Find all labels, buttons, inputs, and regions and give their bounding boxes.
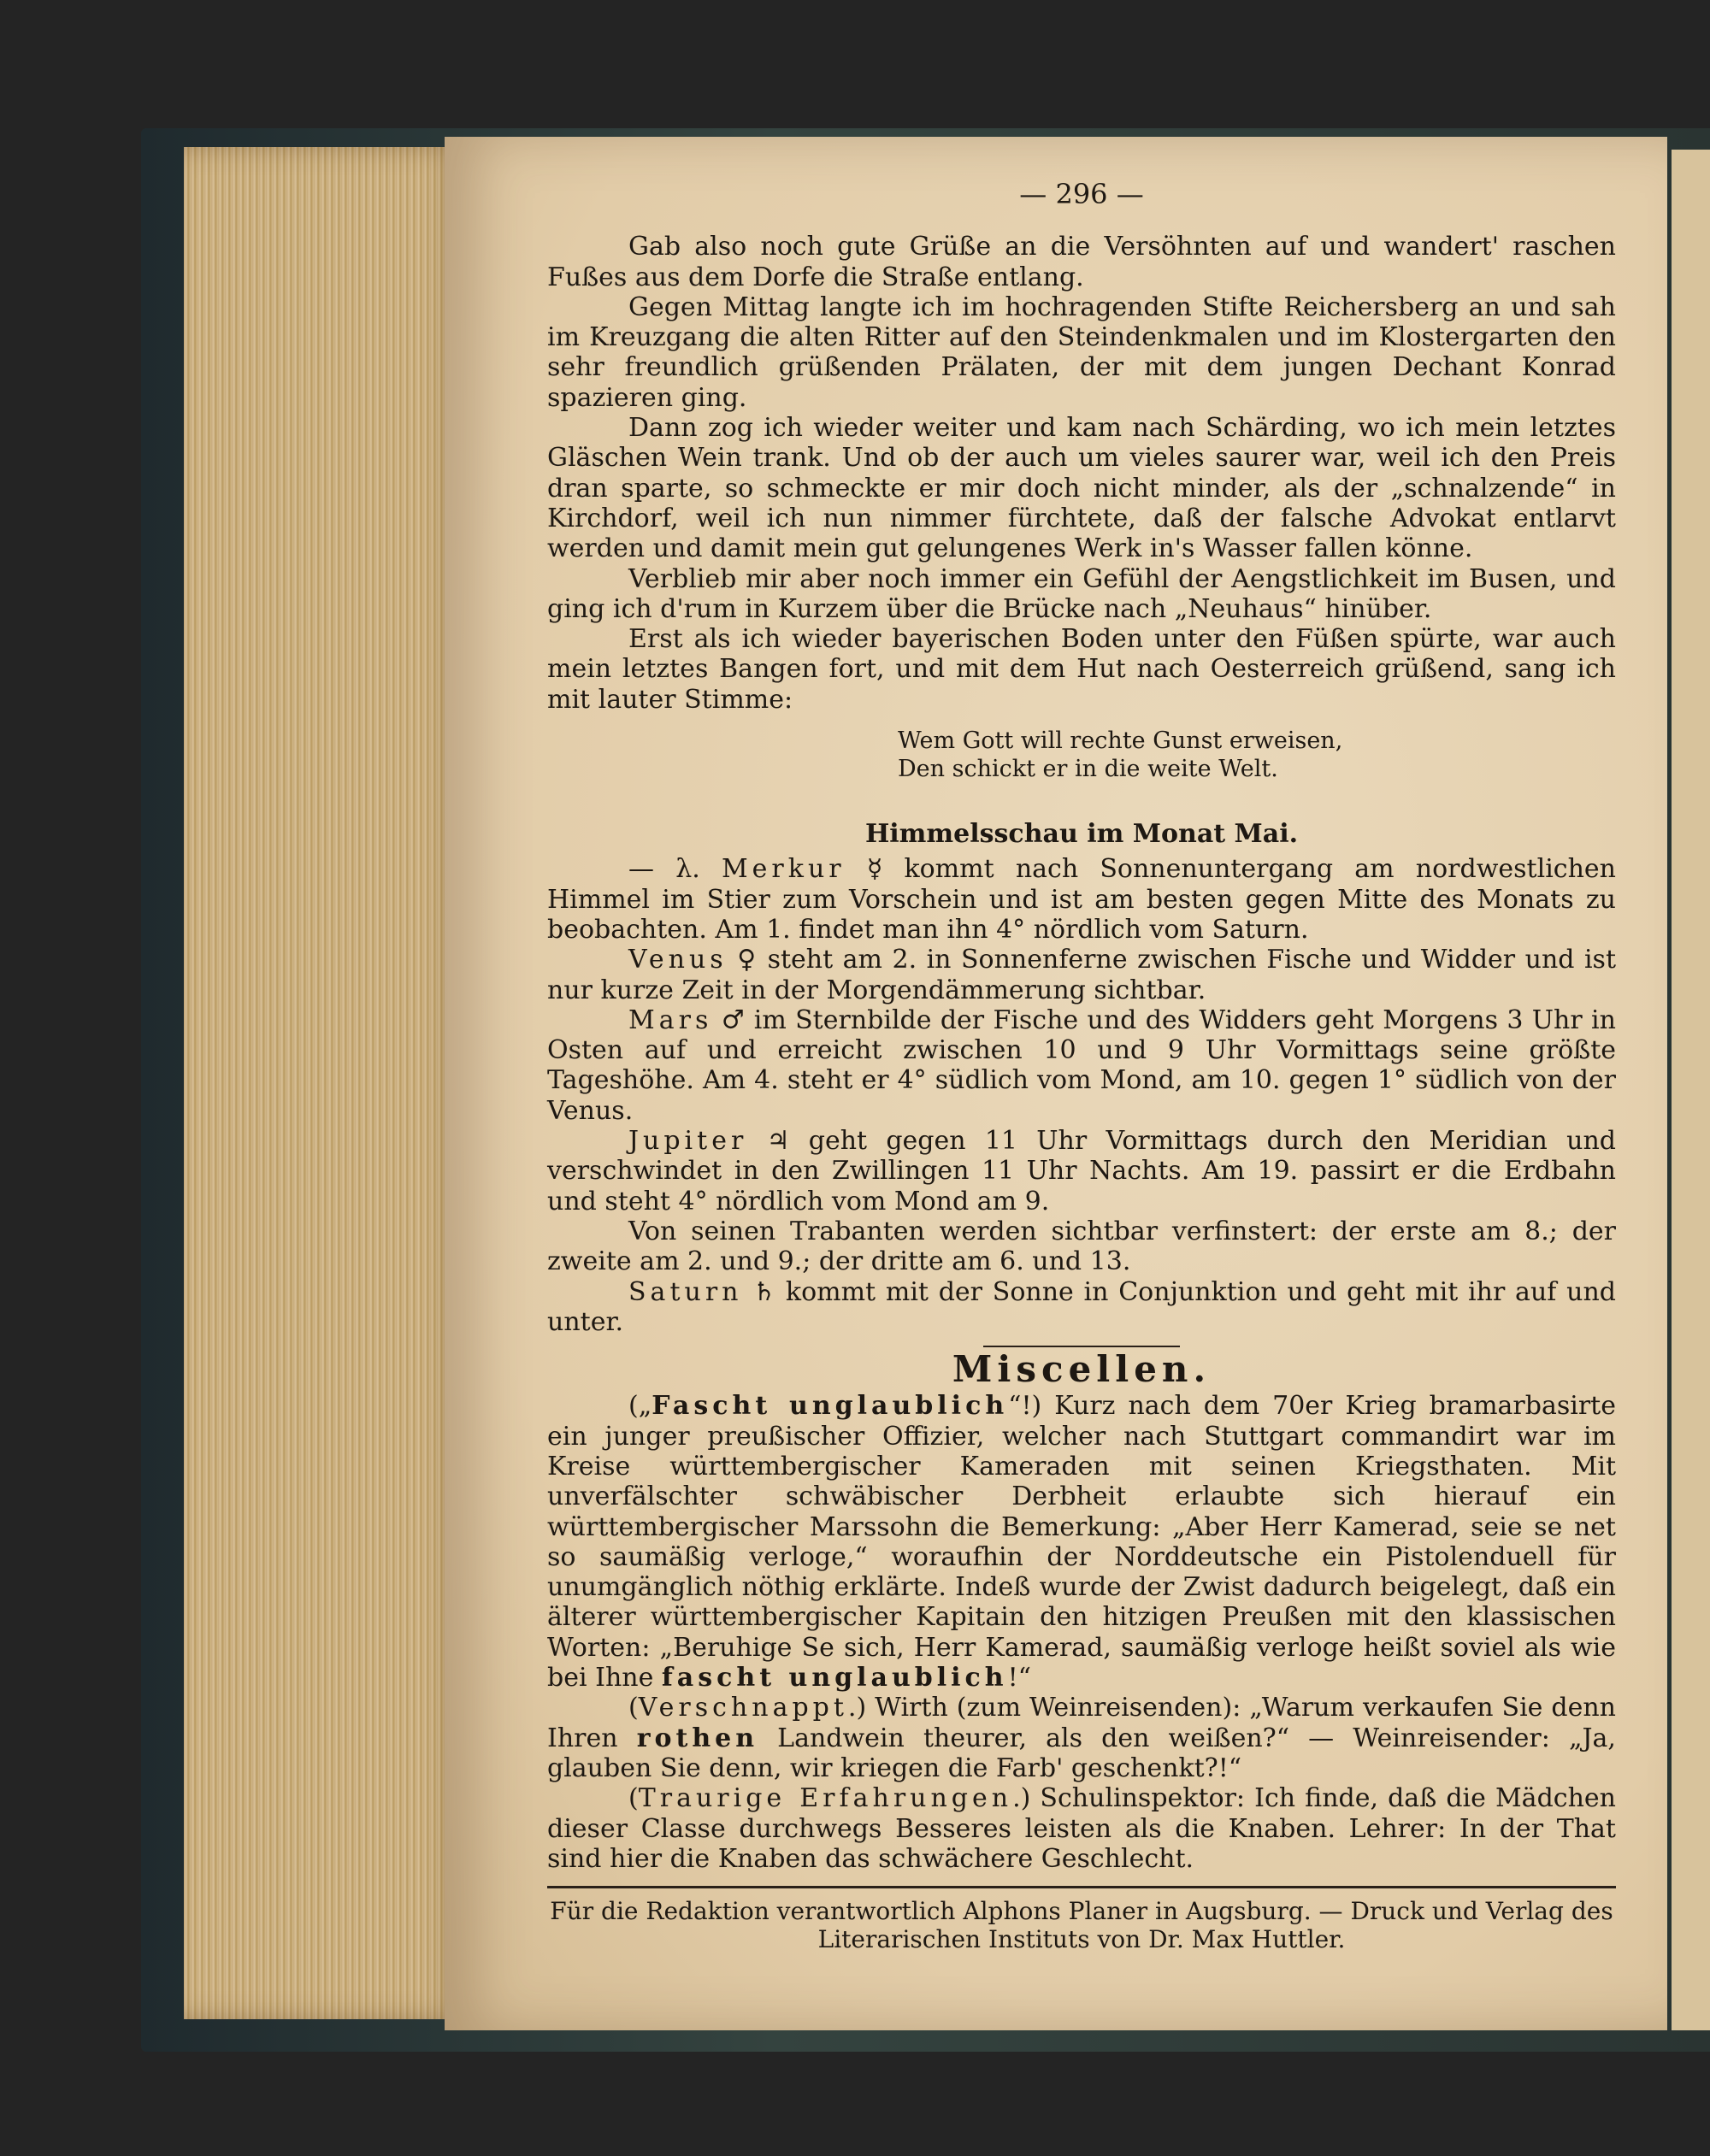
misc-item-2-title: Verschnappt — [638, 1693, 848, 1723]
misc-item-3 — [547, 1783, 1616, 1874]
saturn-name: Saturn — [628, 1276, 743, 1307]
page-number: — 296 — — [1019, 178, 1144, 210]
mars-paragraph — [547, 1005, 1616, 1126]
misc-item-3-text: Schulinspektor: Ich finde, daß die Mädchen dieser Classe durchwegs Besseres leisten als die Knaben. Lehrer: In der That sind hier die Knaben das schwächere Geschlecht. — [547, 1783, 1616, 1874]
facing-page-edge — [1672, 150, 1710, 2030]
venus-paragraph — [547, 945, 1616, 1005]
mercury-text: kommt nach Sonnenuntergang am nordwestlichen Himmel im Stier zum Vorschein und ist am besten gegen Mitte des Monats zu beobachten. Am 1. findet man ihn 4° nördlich vom Saturn. — [547, 854, 1616, 945]
saturn-paragraph — [547, 1277, 1616, 1338]
mars-text: im Sternbilde der Fische und des Widders geht Morgens 3 Uhr in Osten auf und erreicht zwischen 10 und 9 Uhr Vormittags seine größte Tageshöhe. Am 4. steht er 4° südlich vom Mond, am 10. gegen 1° südlich von der Venus. — [547, 1004, 1616, 1126]
paragraph-3: Dann zog ich wieder weiter und kam nach Schärding, wo ich mein letztes Gläschen Wein trank. Und ob der auch um vieles saurer war, weil ich den Preis dran sparte, so schmeckte er mir doch nicht minder, als der „schnalzende“ in Kirchdorf, weil ich nun nimmer fürchtete, daß der falsche Advokat entlarvt werden und damit mein gut gelungenes Werk in's Wasser fallen könne. — [547, 413, 1616, 564]
page-text — [547, 171, 1616, 1953]
footer-divider — [547, 1886, 1616, 1888]
misc-item-1 — [547, 1391, 1616, 1693]
misc-heading: Miscellen. — [952, 1348, 1212, 1391]
mercury-symbol-icon: ☿ — [866, 854, 883, 885]
misc-item-2-text-a: Wirth (zum Weinreisenden): „Warum verkaufen Sie denn Ihren — [547, 1693, 1616, 1753]
verse-line-2: Den schickt er in die weite Welt. — [898, 756, 1278, 783]
venus-symbol-icon: ♀ — [737, 945, 758, 975]
mars-name: Mars — [628, 1004, 713, 1035]
paragraph-4: Verblieb mir aber noch immer ein Gefühl der Aengstlichkeit im Busen, und ging ich d'rum in Kurzem über die Brücke nach „Neuhaus“ hinüber. — [547, 563, 1616, 624]
venus-text: steht am 2. in Sonnenferne zwischen Fische und Widder und ist nur kurze Zeit in der Morgendämmerung sichtbar. — [547, 945, 1617, 1005]
misc-item-3-title: Traurige Erfahrungen — [638, 1783, 1013, 1814]
misc-item-1-end: fascht unglaublich — [661, 1663, 1008, 1694]
section-divider — [983, 1346, 1180, 1347]
misc-item-1-end-close: !“ — [1007, 1663, 1032, 1694]
misc-item-1-open: („ — [628, 1391, 652, 1422]
satellites-paragraph: Von seinen Trabanten werden sichtbar verfinstert: der erste am 8.; der zweite am 2. und 9.; der dritte am 6. und 13. — [547, 1216, 1616, 1277]
misc-item-1-text: Kurz nach dem 70er Krieg bramarbasirte ein junger preußischer Offizier, welcher nach Stuttgart commandirt war im Kreise württembergischer Kameraden mit seinen Kriegsthaten. Mit unverfälschter schwäbischer Derbheit erlaubte sich hierauf ein württembergischer Marssohn die Bemerkung: „Aber Herr Kamerad, seie se net so saumäßig verloge,“ woraufhin der Norddeutsche ein Pistolenduell für unumgänglich nöthig erklärte. Indeß wurde der Zwist dadurch beigelegt, daß ein älterer württembergischer Kapitain den hitzigen Preußen mit den klassischen Worten: „Beruhige Se sich, Herr Kamerad, saumäßig verloge heißt soviel als wie bei Ihne — [547, 1391, 1616, 1694]
jupiter-text: geht gegen 11 Uhr Vormittags durch den Meridian und verschwindet in den Zwillingen 11 Uhr Nachts. Am 19. passirt er die Erdbahn und steht 4° nördlich vom Mond am 9. — [547, 1126, 1616, 1216]
misc-item-3-close: .) — [1012, 1783, 1031, 1814]
paragraph-1: Gab also noch gute Grüße an die Versöhnten auf und wandert' raschen Fußes aus dem Dorfe die Straße entlang. — [547, 232, 1616, 292]
paragraph-2: Gegen Mittag langte ich im hochragenden Stifte Reichersberg an und sah im Kreuzgang die alten Ritter auf den Steindenkmalen und im Klostergarten den sehr freundlich grüßenden Prälaten, der mit dem jungen Dechant Konrad spazieren ging. — [547, 292, 1616, 413]
misc-item-2-close: .) — [847, 1693, 867, 1723]
verse — [898, 727, 1616, 783]
misc-item-2-text-b: Landwein theurer, als den weißen?“ — Weinreisender: „Ja, glauben Sie denn, wir kriegen die Farb' geschenkt?!“ — [547, 1723, 1616, 1783]
misc-item-2 — [547, 1693, 1616, 1783]
misc-item-1-title: Fascht unglaublich — [652, 1391, 1009, 1422]
page-stack-edge — [184, 147, 466, 2019]
misc-item-1-close: “!) — [1008, 1391, 1042, 1422]
misc-item-2-spaced: rothen — [636, 1723, 759, 1753]
mercury-name: Merkur — [721, 854, 846, 885]
mercury-paragraph — [547, 854, 1616, 945]
misc-item-2-open: ( — [628, 1693, 639, 1723]
saturn-text: kommt mit der Sonne in Conjunktion und geht mit ihr auf und unter. — [547, 1276, 1616, 1337]
misc-item-3-open: ( — [628, 1783, 639, 1814]
imprint-footer: Für die Redaktion verantwortlich Alphons Planer in Augsburg. — Druck und Verlag des Literarischen Instituts von Dr. Max Huttler. — [550, 1897, 1613, 1954]
jupiter-paragraph — [547, 1126, 1616, 1216]
saturn-symbol-icon: ♄ — [752, 1276, 776, 1307]
venus-name: Venus — [628, 945, 728, 975]
sky-heading: Himmelsschau im Monat Mai. — [864, 819, 1299, 850]
paragraph-5: Erst als ich wieder bayerischen Boden unter den Füßen spürte, war auch mein letztes Bangen fort, und mit dem Hut nach Oesterreich grüßend, sang ich mit lauter Stimme: — [547, 624, 1616, 715]
mars-symbol-icon: ♂ — [721, 1004, 746, 1035]
mercury-prefix: — λ. — [628, 854, 700, 885]
jupiter-symbol-icon: ♃ — [766, 1126, 790, 1157]
jupiter-name: Jupiter — [628, 1126, 748, 1157]
verse-line-1: Wem Gott will rechte Gunst erweisen, — [898, 728, 1343, 755]
